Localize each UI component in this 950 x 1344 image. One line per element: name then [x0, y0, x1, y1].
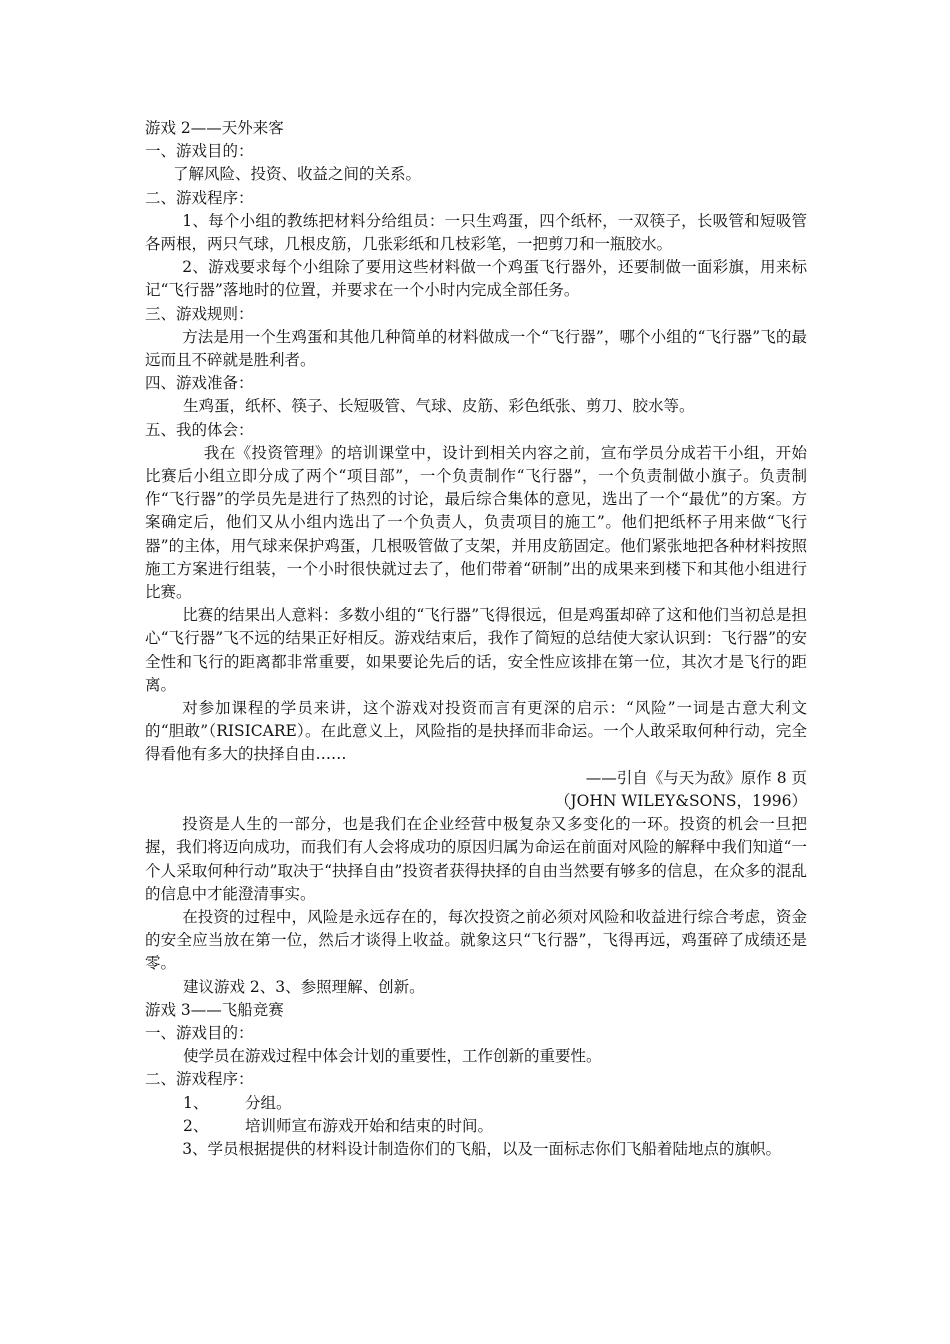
step-number: 2、	[183, 1116, 209, 1135]
game2-reflection-paragraph-1: 我在《投资管理》的培训课堂中，设计到相关内容之前，宣布学员分成若干小组，开始比赛后小组立即分成了两个“项目部”，一个负责制作“飞行器”，一个负责制做小旗子。负责制作“飞行器”的学员先是进行了热烈的讨论，最后综合集体的意见，选出了一个“最优”的方案。方案确定后，他们又从小组内选出了一个负责人，负责项目的施工”。他们把纸杯子用来做“飞行器”的主体，用气球来保护鸡蛋，几根吸管做了支架，并用皮筋固定。他们紧张地把各种材料按照施工方案进行组装，一个小时很快就过去了，他们带着“研制”出的成果来到楼下和其他小组进行比赛。	[145, 443, 807, 602]
step-text: 分组。	[245, 1093, 292, 1112]
game2-preparation-text: 生鸡蛋，纸杯、筷子、长短吸管、气球、皮筋、彩色纸张、剪刀、胶水等。	[183, 397, 695, 416]
game3-section-purpose-heading: 一、游戏目的：	[145, 1023, 254, 1042]
game2-risk-paragraph: 在投资的过程中，风险是永远存在的，每次投资之前必须对风险和收益进行综合考虑，资金的安全应当放在第一位，然后才谈得上收益。就象这只“飞行器”，飞得再远，鸡蛋碎了成绩还是零。	[145, 907, 807, 973]
game2-suggestion-text: 建议游戏 2、3、参照理解、创新。	[183, 977, 425, 996]
game2-procedure-step1: 1、每个小组的教练把材料分给组员：一只生鸡蛋，四个纸杯，一双筷子，长吸管和短吸管各两根，两只气球，几根皮筋，几张彩纸和几枝彩笔，一把剪刀和一瓶胶水。	[145, 211, 807, 254]
game3-purpose-text: 使学员在游戏过程中体会计划的重要性，工作创新的重要性。	[183, 1047, 602, 1066]
game2-investment-paragraph: 投资是人生的一部分，也是我们在企业经营中极复杂又多变化的一环。投资的机会一旦把握，我们将迈向成功，而我们有人会将成功的原因归属为命运在前面对风险的解释中我们知道“一个人采取何种行动”取决于“抉择自由”投资者获得抉择的自由当然要有够多的信息，在众多的混乱的信息中才能澄清事实。	[145, 815, 807, 903]
game2-reflection-paragraph-2: 比赛的结果出人意料：多数小组的“飞行器”飞得很远，但是鸡蛋却碎了这和他们当初总是担心“飞行器”飞不远的结果正好相反。游戏结束后，我作了简短的总结使大家认识到：飞行器”的安全性和飞行的距离都非常重要，如果要论先后的话，安全性应该排在第一位，其次才是飞行的距离。	[145, 606, 807, 694]
game2-procedure-step2: 2、游戏要求每个小组除了要用这些材料做一个鸡蛋飞行器外，还要制做一面彩旗，用来标记“飞行器”落地时的位置，并要求在一个小时内完成全部任务。	[145, 258, 807, 300]
document-page	[145, 117, 807, 1161]
game2-purpose-text: 了解风险、投资、收益之间的关系。	[173, 165, 422, 184]
game2-section-reflection-heading: 五、我的体会：	[145, 420, 254, 439]
game2-title: 游戏 2——天外来客	[145, 119, 284, 137]
game3-procedure-step2	[145, 1115, 807, 1138]
game2-section-purpose-heading: 一、游戏目的：	[145, 142, 254, 161]
game2-section-preparation-heading: 四、游戏准备：	[145, 374, 254, 393]
quote-source-line-2: （JOHN WILEY&SONS，1996）	[554, 791, 807, 810]
game3-title: 游戏 3——飞船竞赛	[145, 1000, 284, 1019]
quote-source-line-1: ——引自《与天为敌》原作 8 页	[585, 768, 807, 787]
game2-rules-text: 方法是用一个生鸡蛋和其他几种简单的材料做成一个“飞行器”，哪个小组的“飞行器”飞的最远而且不碎就是胜利者。	[145, 327, 807, 370]
game3-procedure-step1	[145, 1092, 807, 1115]
game2-section-procedure-heading: 二、游戏程序：	[145, 188, 254, 207]
game2-section-rules-heading: 三、游戏规则：	[145, 304, 254, 323]
game2-reflection-paragraph-3: 对参加课程的学员来讲，这个游戏对投资而言有更深的启示：“风险”一词是古意大利文的“胆敢”（RISICARE）。在此意义上，风险指的是抉择而非命运。一个人敢采取何种行动，完全得看他有多大的抉择自由……	[145, 699, 807, 764]
step-number: 1、	[183, 1093, 209, 1112]
game3-procedure-step3: 3、学员根据提供的材料设计制造你们的飞船，以及一面标志你们飞船着陆地点的旗帜。	[182, 1139, 782, 1158]
game3-section-procedure-heading: 二、游戏程序：	[145, 1070, 254, 1089]
step-text: 培训师宣布游戏开始和结束的时间。	[245, 1116, 494, 1135]
